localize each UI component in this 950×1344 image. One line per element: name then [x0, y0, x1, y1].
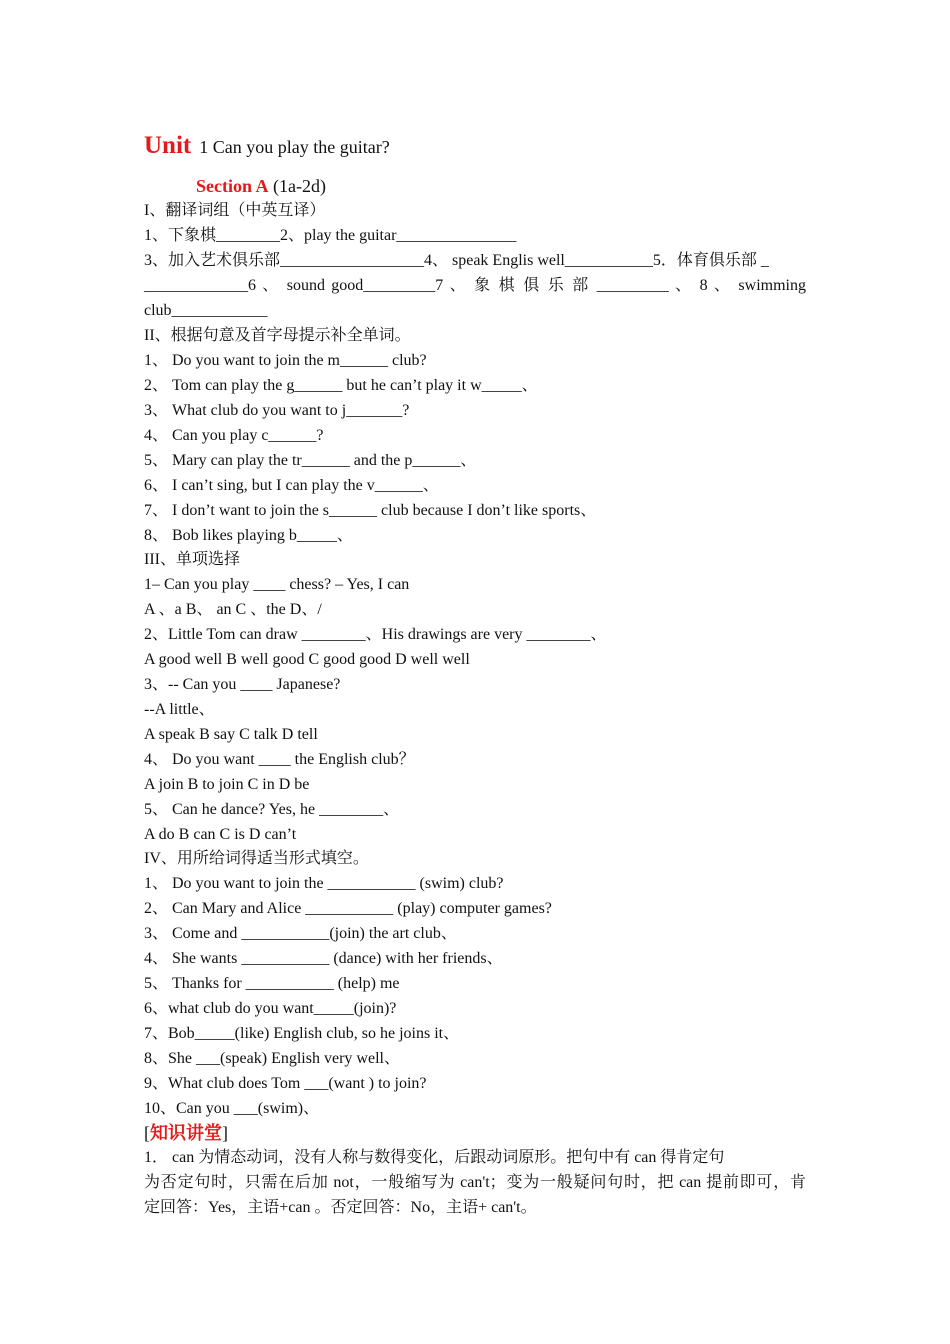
part4-item: 5、 Thanks for ___________ (help) me: [144, 975, 400, 992]
part4-item: 3、 Come and ___________(join) the art club、: [144, 925, 457, 942]
part3-line: 5、 Can he dance? Yes, he ________、: [144, 801, 400, 818]
part3-line: 4、 Do you want ____ the English club？: [144, 751, 415, 768]
part2-item: 4、 Can you play c______?: [144, 427, 324, 444]
part3-line: 1– Can you play ____ chess? – Yes, I can: [144, 576, 410, 593]
part4-item: 2、 Can Mary and Alice ___________ (play) computer games?: [144, 900, 552, 917]
part2-item: 3、 What club do you want to j_______?: [144, 402, 410, 419]
part2-item: 1、 Do you want to join the m______ club?: [144, 352, 427, 369]
part3-line: A good well B well good C good good D well well: [144, 651, 470, 668]
part4-item: 9、What club does Tom ___(want ) to join?: [144, 1075, 427, 1092]
unit-word: Unit: [144, 132, 192, 159]
unit-subtitle: 1 Can you play the guitar?: [199, 137, 390, 157]
part1-line: 1、下象棋________2、play the guitar_______________: [144, 227, 517, 244]
part3-line: A join B to join C in D be: [144, 776, 310, 793]
knowledge-title: 知识讲堂: [150, 1123, 222, 1143]
part4-heading: IV、用所给词得适当形式填空。: [144, 850, 369, 867]
part2-item: 5、 Mary can play the tr______ and the p______、: [144, 452, 477, 469]
part3-line: 2、Little Tom can draw ________、His drawings are very ________、: [144, 626, 607, 643]
part4-item: 4、 She wants ___________ (dance) with her friends、: [144, 950, 503, 967]
part1-heading: I、翻译词组（中英互译）: [144, 202, 326, 219]
part4-item: 1、 Do you want to join the ___________ (swim) club?: [144, 875, 504, 892]
part2-item: 7、 I don’t want to join the s______ club because I don’t like sports、: [144, 502, 597, 519]
part2-heading: II、根据句意及首字母提示补全单词。: [144, 327, 411, 344]
knowledge-line: 定回答：Yes，主语+can 。否定回答：No，主语+ can't。: [144, 1199, 537, 1216]
part1-line: _____________6 、 sound good_________7 、 象 棋 俱 乐 部 _________ 、 8 、 swimming: [144, 277, 806, 294]
part3-line: 3、-- Can you ____ Japanese?: [144, 676, 341, 693]
bracket-open: [: [144, 1123, 150, 1143]
part4-item: 7、Bob_____(like) English club, so he joins it、: [144, 1025, 460, 1042]
bracket-close: ]: [222, 1123, 228, 1143]
unit-title: [144, 132, 390, 160]
part2-item: 8、 Bob likes playing b_____、: [144, 527, 353, 544]
part4-item: 10、Can you ___(swim)、: [144, 1100, 320, 1117]
part3-line: A do B can C is D can’t: [144, 826, 297, 843]
part4-item: 8、She ___(speak) English very well、: [144, 1050, 400, 1067]
knowledge-line: 1． can 为情态动词，没有人称与数得变化，后跟动词原形。把句中有 can 得肯定句: [144, 1149, 725, 1166]
knowledge-heading: [144, 1122, 806, 1146]
part2-item: 6、 I can’t sing, but I can play the v______、: [144, 477, 439, 494]
part1-line: 3、加入艺术俱乐部__________________4、 speak Englis well___________5．体育俱乐部 _: [144, 252, 769, 269]
part3-line: A 、a B、 an C 、the D、/: [144, 601, 322, 618]
part3-heading: III、单项选择: [144, 551, 240, 568]
section-label: Section A: [196, 176, 269, 196]
section-range: (1a-2d): [273, 176, 326, 196]
part1-line: club____________: [144, 302, 268, 319]
section-title: [196, 176, 326, 197]
part3-line: A speak B say C talk D tell: [144, 726, 318, 743]
part4-item: 6、what club do you want_____(join)?: [144, 1000, 397, 1017]
part3-line: --A little、: [144, 701, 215, 718]
part2-item: 2、 Tom can play the g______ but he can’t play it w_____、: [144, 377, 538, 394]
knowledge-line: 为否定句时，只需在后加 not，一般缩写为 can't；变为一般疑问句时，把 can 提前即可，肯: [144, 1174, 806, 1191]
